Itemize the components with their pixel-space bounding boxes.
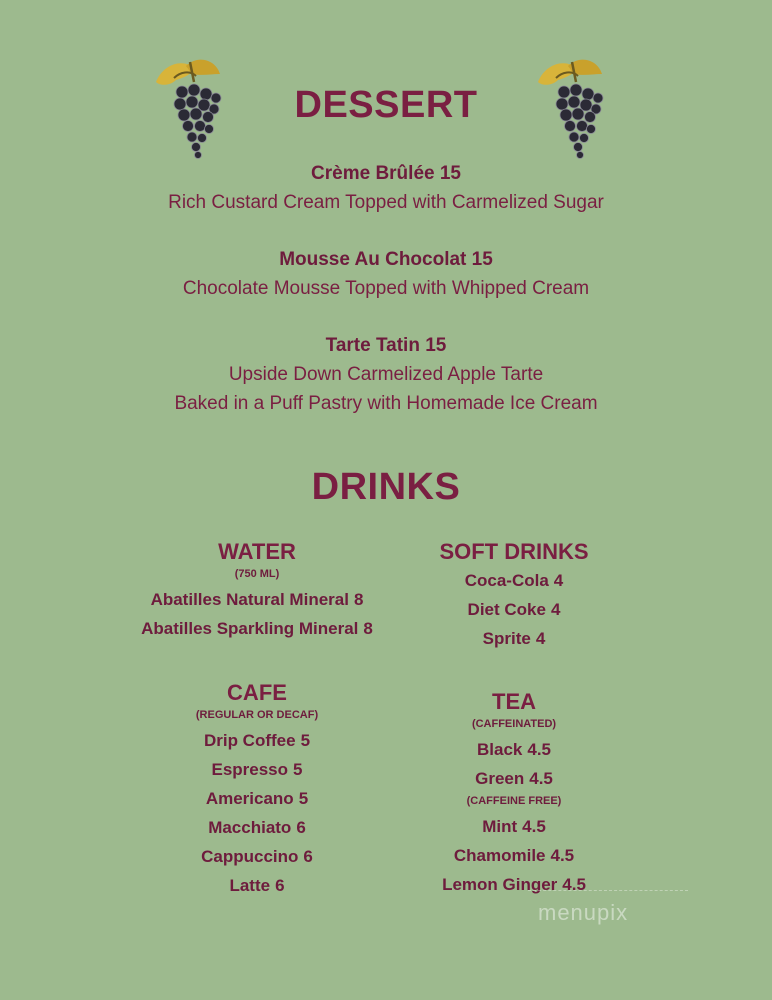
- item-price: 4.5: [562, 875, 586, 894]
- cafe-heading: CAFE: [227, 680, 287, 705]
- item-name: Lemon Ginger: [442, 875, 558, 894]
- dessert-item-description: Upside Down Carmelized Apple Tarte: [228, 364, 544, 385]
- menu-item: [369, 841, 659, 870]
- tea-caffeinated-note: (CAFFEINATED): [471, 718, 557, 730]
- item-name: Sprite: [482, 629, 531, 648]
- watermark: menupix: [538, 900, 629, 925]
- item-price: 6: [296, 818, 306, 837]
- tea-section: [369, 688, 659, 899]
- item-price: 4: [550, 600, 561, 619]
- item-name: Black: [476, 740, 523, 759]
- menu-item: [369, 812, 659, 841]
- item-price: 5: [293, 760, 303, 779]
- menu-item: [369, 595, 659, 624]
- menu-item: [112, 813, 402, 842]
- dessert-item: [0, 246, 772, 303]
- menu-item: [369, 624, 659, 653]
- dessert-item-description: Rich Custard Cream Topped with Carmelized Sugar: [168, 192, 604, 213]
- menu-item: [112, 755, 402, 784]
- menu-item: [369, 764, 659, 793]
- item-price: 5: [298, 789, 309, 808]
- item-price: 4.5: [522, 817, 546, 836]
- item-price: 4.5: [529, 769, 553, 788]
- item-price: 4: [553, 571, 564, 590]
- water-note: (750 ML): [234, 568, 280, 580]
- item-price: 5: [300, 731, 311, 750]
- menu-item: [112, 614, 402, 643]
- cafe-note: (REGULAR OR DECAF): [195, 709, 319, 721]
- menu-item: [112, 871, 402, 900]
- item-name: Cappuccino: [201, 847, 299, 866]
- item-name: Latte: [229, 876, 271, 895]
- water-heading: WATER: [218, 539, 296, 564]
- water-section: [112, 538, 402, 643]
- dessert-item-description: Baked in a Puff Pastry with Homemade Ice Cream: [174, 393, 598, 414]
- item-name: Espresso: [211, 760, 289, 779]
- dessert-item-name: Crème Brûlée 15: [311, 163, 461, 184]
- menu-item: [112, 726, 402, 755]
- item-name: Chamomile: [453, 846, 546, 865]
- dessert-list: [0, 160, 772, 447]
- menu-item: [112, 784, 402, 813]
- item-name: Drip Coffee: [203, 731, 296, 750]
- item-price: 4: [535, 629, 546, 648]
- item-name: Green: [475, 769, 525, 788]
- cafe-section: [112, 679, 402, 900]
- item-price: 8: [363, 619, 373, 638]
- soft-drinks-heading: SOFT DRINKS: [439, 539, 589, 564]
- soft-drinks-section: [369, 538, 659, 653]
- item-name: Mint: [482, 817, 518, 836]
- dessert-item-name: Mousse Au Chocolat 15: [279, 249, 493, 270]
- tea-caffeine-free-note: (CAFFEINE FREE): [466, 795, 562, 807]
- dessert-item-name: Tarte Tatin 15: [325, 335, 447, 356]
- item-name: Abatilles Natural Mineral: [150, 590, 349, 609]
- dessert-title: DESSERT: [294, 84, 478, 126]
- menu-item: [369, 735, 659, 764]
- item-price: 4.5: [550, 846, 575, 865]
- menu-item: [112, 585, 402, 614]
- dessert-item-description: Chocolate Mousse Topped with Whipped Cream: [182, 278, 590, 299]
- menu-item: [369, 566, 659, 595]
- item-name: Abatilles Sparkling Mineral: [141, 619, 359, 638]
- tea-heading: TEA: [492, 689, 536, 714]
- item-name: Coca-Cola: [464, 571, 549, 590]
- item-price: 8: [353, 590, 364, 609]
- item-name: Diet Coke: [467, 600, 546, 619]
- drinks-title: DRINKS: [311, 466, 461, 508]
- item-price: 6: [275, 876, 285, 895]
- dessert-item: [0, 160, 772, 217]
- menu-item: [112, 842, 402, 871]
- item-name: Macchiato: [208, 818, 292, 837]
- item-name: Americano: [205, 789, 294, 808]
- dessert-item: [0, 332, 772, 418]
- item-price: 4.5: [527, 740, 551, 759]
- item-price: 6: [303, 847, 313, 866]
